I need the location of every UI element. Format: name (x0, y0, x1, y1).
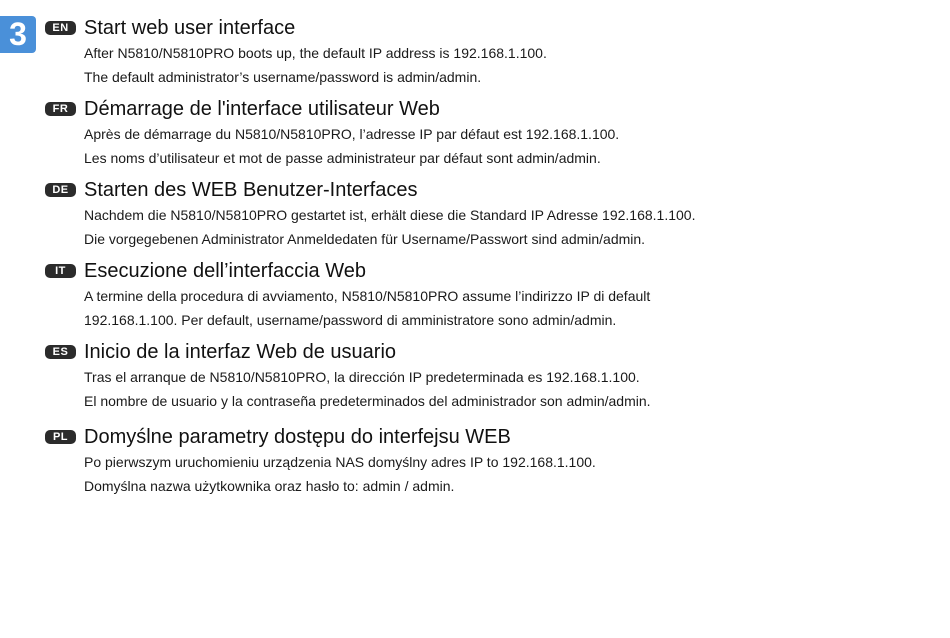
section-text-line: 192.168.1.100. Per default, username/password di amministratore sono admin/admin. (84, 312, 617, 328)
section-title-en: Start web user interface (84, 17, 296, 39)
section-text-line: A termine della procedura di avviamento, N5810/N5810PRO assume l’indirizzo IP di default (84, 288, 651, 304)
section-text-line: Po pierwszym uruchomieniu urządzenia NAS domyślny adres IP to 192.168.1.100. (84, 454, 596, 470)
section-text-line: Nachdem die N5810/N5810PRO gestartet ist, erhält diese die Standard IP Adresse 192.168.1.100. (84, 207, 696, 223)
language-badge-en: EN (45, 21, 76, 35)
section-text-line: Tras el arranque de N5810/N5810PRO, la dirección IP predeterminada es 192.168.1.100. (84, 369, 640, 385)
section-text-line: Die vorgegebenen Administrator Anmeldedaten für Username/Passwort sind admin/admin. (84, 231, 646, 247)
section-title-pl: Domyślne parametry dostępu do interfejsu WEB (84, 426, 511, 448)
section-title-es: Inicio de la interfaz Web de usuario (84, 341, 397, 363)
language-badge-pl: PL (45, 430, 76, 444)
section-title-fr: Démarrage de l'interface utilisateur Web (84, 98, 440, 120)
section-text-line: Après de démarrage du N5810/N5810PRO, l’adresse IP par défaut est 192.168.1.100. (84, 126, 620, 142)
section-title-it: Esecuzione dell’interfaccia Web (84, 260, 367, 282)
section-text-line: The default administrator’s username/password is admin/admin. (84, 69, 482, 85)
section-text-line: El nombre de usuario y la contraseña predeterminados del administrador son admin/admin. (84, 393, 651, 409)
section-text-line: Domyślna nazwa użytkownika oraz hasło to: admin / admin. (84, 478, 455, 494)
language-badge-de: DE (45, 183, 76, 197)
language-badge-it: IT (45, 264, 76, 278)
language-badge-es: ES (45, 345, 76, 359)
language-badge-fr: FR (45, 102, 76, 116)
section-title-de: Starten des WEB Benutzer-Interfaces (84, 179, 418, 201)
section-text-line: Les noms d’utilisateur et mot de passe administrateur par défaut sont admin/admin. (84, 150, 601, 166)
section-text-line: After N5810/N5810PRO boots up, the default IP address is 192.168.1.100. (84, 45, 547, 61)
step-number-badge: 3 (0, 16, 36, 53)
